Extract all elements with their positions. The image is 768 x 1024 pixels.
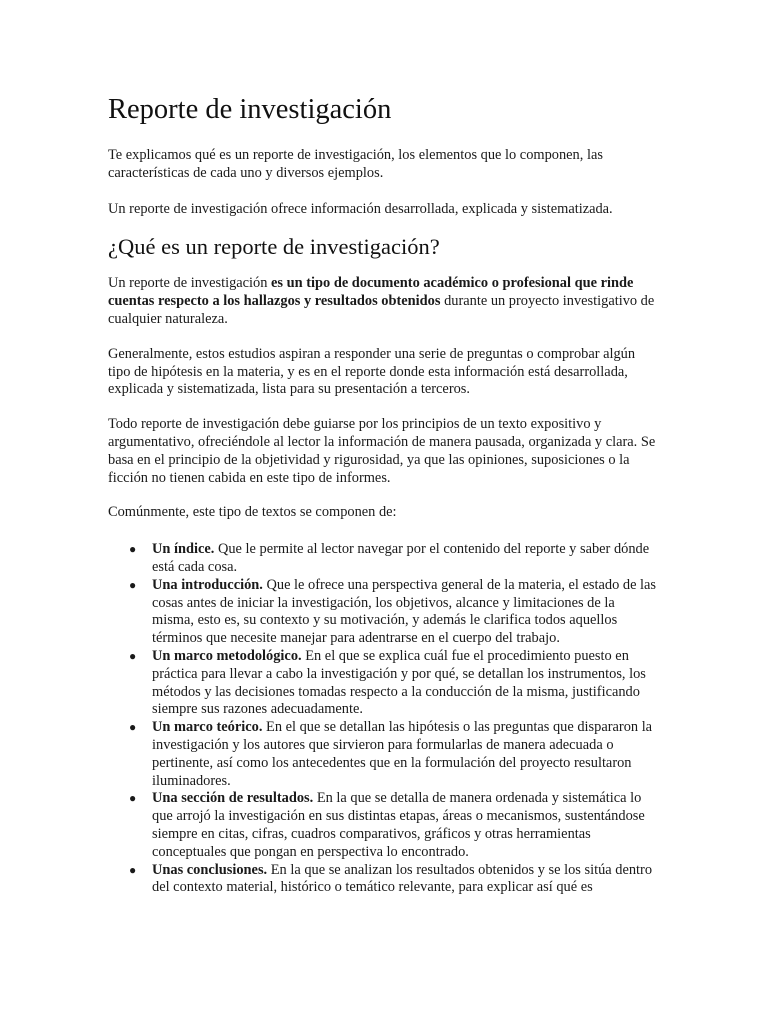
item-term: Unas conclusiones. [152,861,268,878]
list-item [129,647,660,719]
item-term: Un índice. [152,541,215,558]
item-description: Que le permite al lector navegar por el contenido del reporte y saber dónde está cada cosa. [152,541,650,575]
bullet-icon: ● [129,791,137,806]
bullet-icon: ● [129,542,137,557]
section-heading: ¿Qué es un reporte de investigación? [108,234,440,260]
item-term: Un marco teórico. [152,719,263,736]
item-description: En el que se explica cuál fue el procedimiento puesto en práctica para llevar a cabo la investigación y por qué, se detallan los instrumentos, los métodos y las decisiones tomadas respecto a la conducción de la misma, justificando siempre sus razones adecuadamente. [152,647,646,718]
definition-text-end: durante un proyecto investigativo de cualquier naturaleza. [108,293,655,327]
list-lead: Comúnmente, este tipo de textos se componen de: [108,504,397,521]
item-term: Una introducción. [152,576,263,593]
bullet-icon: ● [129,862,137,877]
page-title: Reporte de investigación [108,94,392,125]
item-term: Un marco metodológico. [152,647,302,664]
summary-paragraph: Un reporte de investigación ofrece información desarrollada, explicada y sistematizada. [108,200,613,217]
list-item [129,861,660,898]
bullet-icon: ● [129,648,137,663]
definition-paragraph [108,275,660,328]
document-body [108,92,660,897]
item-description: Que le ofrece una perspectiva general de la materia, el estado de las cosas antes de iniciar la investigación, los objetivos, alcance y limitaciones de la misma, esto es, su contexto y su motivación, y además le clarifica todos aquellos términos que necesite manejar para adentrarse en el cuerpo del trabajo. [152,576,657,647]
item-description: En la que se detalla de manera ordenada y sistemática lo que arrojó la investigación en sus distintas etapas, áreas o mecanismos, sustentándose siempre en citas, cifras, cuadros comparativos, gráficos y otras herramientas conceptuales que pongan en perspectiva lo encontrado. [152,790,645,860]
intro-paragraph: Te explicamos qué es un reporte de investigación, los elementos que lo componen, las características de cada uno y diversos ejemplos. [108,147,603,181]
list-item [129,719,660,790]
bullet-icon: ● [129,577,137,592]
components-list [108,541,660,897]
definition-bold-text: es un tipo de documento académico o profesional que rinde cuentas respecto a los hallazgos y resultados obtenidos [108,275,634,310]
list-item [129,541,660,577]
item-description: En la que se analizan los resultados obtenidos y se los sitúa dentro del contexto material, histórico o temático relevante, para explicar así qué es [152,861,653,896]
item-description: En el que se detallan las hipótesis o las preguntas que dispararon la investigación y los autores que sirvieron para formularlas de manera adecuada o pertinente, así como los antecedentes que en la formulación del proyecto resultaron iluminadores. [152,719,653,789]
item-term: Una sección de resultados. [152,790,314,807]
body-paragraph: Generalmente, estos estudios aspiran a responder una serie de preguntas o comprobar algún tipo de hipótesis en la materia, y es en el reporte donde esta información está desarrollada, explicada y sistematizada, lista para su presentación a terceros. [108,345,636,398]
list-item [129,790,660,861]
list-item [129,576,660,648]
bullet-icon: ● [129,720,137,735]
body-paragraph: Todo reporte de investigación debe guiarse por los principios de un texto expositivo y argumentativo, ofreciéndole al lector la información de manera pausada, organizada y clara. Se basa en el principio de la objetividad y rigurosidad, ya que las opiniones, suposiciones o la ficción no tienen cabida en este tipo de informes. [108,416,656,486]
definition-text-start: Un reporte de investigación [108,275,272,292]
